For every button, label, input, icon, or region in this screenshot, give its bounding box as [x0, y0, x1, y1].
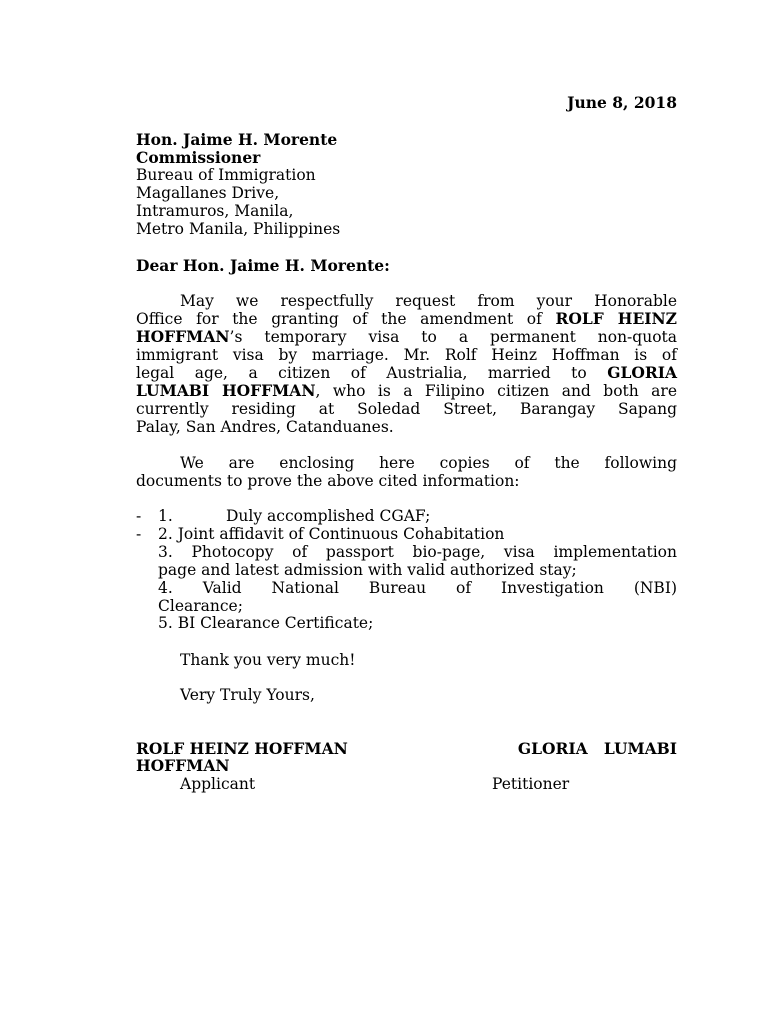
list-item-line: page and latest admission with valid authorized stay; [158, 561, 577, 579]
list-item: 5. BI Clearance Certificate; [158, 614, 374, 632]
list-item-number: 1. [158, 507, 173, 525]
addressee-name: Hon. Jaime H. Morente [136, 130, 338, 149]
list-item-line: 3. Photocopy of passport bio-page, visa implementation [158, 543, 677, 561]
paragraph-line: Palay, San Andres, Catanduanes. [136, 418, 394, 436]
addressee-title: Commissioner [136, 148, 261, 167]
body-paragraph-enclosures [136, 454, 677, 490]
applicant-role: Applicant [180, 775, 256, 793]
address-line: Metro Manila, Philippines [136, 220, 341, 238]
petitioner-name: GLORIA LUMABI [517, 739, 677, 758]
petitioner-role: Petitioner [492, 775, 570, 793]
closing-line: Very Truly Yours, [180, 686, 315, 704]
list-bullet-dash: - [136, 507, 142, 525]
body-paragraph-request [136, 292, 677, 436]
paragraph-line: currently residing at Soledad Street, Barangay Sapang [136, 400, 677, 418]
paragraph-line: documents to prove the above cited information: [136, 472, 520, 490]
address-line: Intramuros, Manila, [136, 202, 294, 220]
thanks-line: Thank you very much! [180, 651, 356, 669]
address-line: Magallanes Drive, [136, 184, 280, 202]
list-item [158, 579, 677, 615]
paragraph-line: HOFFMAN’s temporary visa to a permanent non-quota [136, 327, 677, 346]
applicant-name: ROLF HEINZ HOFFMAN [136, 739, 348, 758]
paragraph-line: May we respectfully request from your Honorable [180, 292, 677, 310]
list-bullet-dash: - [136, 525, 142, 543]
list-item: 2. Joint affidavit of Continuous Cohabitation [158, 525, 505, 543]
salutation: Dear Hon. Jaime H. Morente: [136, 256, 390, 275]
paragraph-line: We are enclosing here copies of the following [180, 454, 677, 472]
list-item-line: Clearance; [158, 597, 243, 615]
letter-date: June 8, 2018 [567, 93, 677, 112]
paragraph-line: Office for the granting of the amendment of ROLF HEINZ [136, 309, 677, 328]
list-item-line: 4. Valid National Bureau of Investigation (NBI) [158, 579, 677, 597]
paragraph-line: LUMABI HOFFMAN, who is a Filipino citizen and both are [136, 381, 677, 400]
petitioner-name-continued: HOFFMAN [136, 756, 230, 775]
list-item [158, 543, 677, 579]
list-item: Duly accomplished CGAF; [226, 507, 431, 525]
address-line: Bureau of Immigration [136, 166, 316, 184]
paragraph-line: immigrant visa by marriage. Mr. Rolf Heinz Hoffman is of [136, 346, 677, 364]
paragraph-line: legal age, a citizen of Austrialia, married to GLORIA [136, 363, 677, 382]
